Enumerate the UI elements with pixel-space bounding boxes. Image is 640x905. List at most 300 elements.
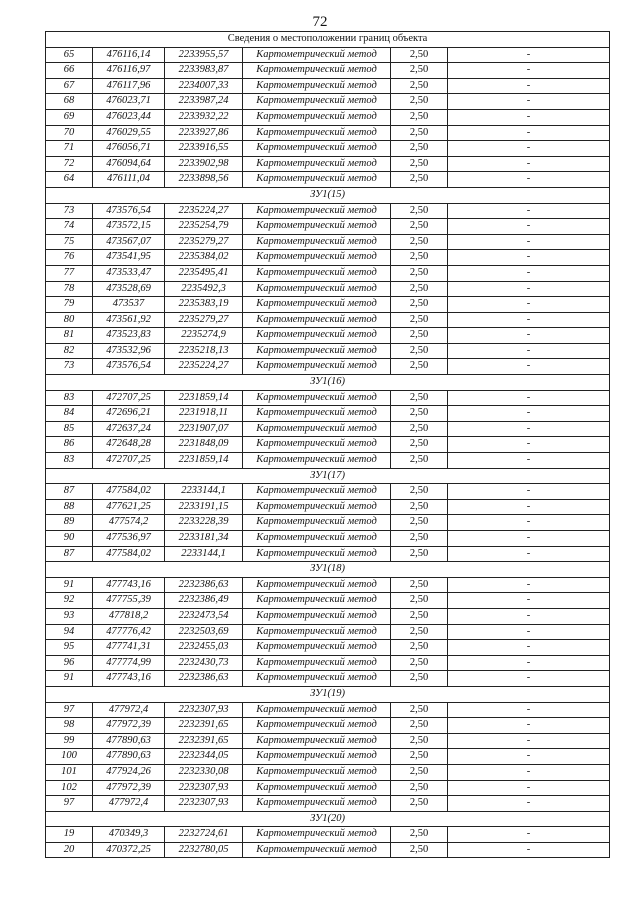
y-coordinate-cell: 2232724,61 <box>165 827 243 843</box>
method-cell: Картометрический метод <box>243 842 391 858</box>
point-number-cell: 87 <box>46 546 93 562</box>
table-row <box>46 63 610 79</box>
y-coordinate-cell: 2232503,69 <box>165 624 243 640</box>
method-cell: Картометрический метод <box>243 390 391 406</box>
point-number-cell: 78 <box>46 281 93 297</box>
point-number-cell: 85 <box>46 421 93 437</box>
table-row <box>46 250 610 266</box>
description-cell: - <box>448 546 610 562</box>
point-number-cell: 72 <box>46 156 93 172</box>
y-coordinate-cell: 2235274,9 <box>165 328 243 344</box>
method-cell: Картометрический метод <box>243 250 391 266</box>
point-number-cell: 20 <box>46 842 93 858</box>
table-row <box>46 546 610 562</box>
description-cell: - <box>448 499 610 515</box>
page-number: 72 <box>312 14 328 30</box>
error-cell: 2,50 <box>391 343 448 359</box>
error-cell: 2,50 <box>391 577 448 593</box>
description-cell: - <box>448 281 610 297</box>
section-label: ЗУ1(20) <box>46 811 610 827</box>
method-cell: Картометрический метод <box>243 312 391 328</box>
x-coordinate-cell: 477621,25 <box>93 499 165 515</box>
method-cell: Картометрический метод <box>243 219 391 235</box>
y-coordinate-cell: 2233983,87 <box>165 63 243 79</box>
x-coordinate-cell: 477743,16 <box>93 671 165 687</box>
method-cell: Картометрический метод <box>243 546 391 562</box>
method-cell: Картометрический метод <box>243 733 391 749</box>
x-coordinate-cell: 472707,25 <box>93 453 165 469</box>
description-cell: - <box>448 749 610 765</box>
x-coordinate-cell: 473572,15 <box>93 219 165 235</box>
section-header-row <box>46 686 610 702</box>
method-cell: Картометрический метод <box>243 141 391 157</box>
description-cell: - <box>448 141 610 157</box>
table-row <box>46 624 610 640</box>
description-cell: - <box>448 109 610 125</box>
x-coordinate-cell: 476116,14 <box>93 47 165 63</box>
method-cell: Картометрический метод <box>243 577 391 593</box>
point-number-cell: 73 <box>46 359 93 375</box>
error-cell: 2,50 <box>391 453 448 469</box>
error-cell: 2,50 <box>391 608 448 624</box>
error-cell: 2,50 <box>391 281 448 297</box>
description-cell: - <box>448 265 610 281</box>
y-coordinate-cell: 2233898,56 <box>165 172 243 188</box>
y-coordinate-cell: 2231859,14 <box>165 453 243 469</box>
table-row <box>46 640 610 656</box>
error-cell: 2,50 <box>391 47 448 63</box>
point-number-cell: 97 <box>46 796 93 812</box>
y-coordinate-cell: 2232386,63 <box>165 671 243 687</box>
y-coordinate-cell: 2232307,93 <box>165 780 243 796</box>
y-coordinate-cell: 2233902,98 <box>165 156 243 172</box>
description-cell: - <box>448 437 610 453</box>
method-cell: Картометрический метод <box>243 827 391 843</box>
point-number-cell: 100 <box>46 749 93 765</box>
table-row <box>46 749 610 765</box>
description-cell: - <box>448 312 610 328</box>
point-number-cell: 69 <box>46 109 93 125</box>
method-cell: Картометрический метод <box>243 265 391 281</box>
error-cell: 2,50 <box>391 531 448 547</box>
method-cell: Картометрический метод <box>243 702 391 718</box>
table-row <box>46 827 610 843</box>
method-cell: Картометрический метод <box>243 780 391 796</box>
x-coordinate-cell: 477741,31 <box>93 640 165 656</box>
table-row <box>46 265 610 281</box>
x-coordinate-cell: 477972,4 <box>93 796 165 812</box>
error-cell: 2,50 <box>391 749 448 765</box>
description-cell: - <box>448 842 610 858</box>
y-coordinate-cell: 2232455,03 <box>165 640 243 656</box>
x-coordinate-cell: 477972,39 <box>93 780 165 796</box>
y-coordinate-cell: 2231907,07 <box>165 421 243 437</box>
error-cell: 2,50 <box>391 515 448 531</box>
point-number-cell: 95 <box>46 640 93 656</box>
table-row <box>46 764 610 780</box>
x-coordinate-cell: 473576,54 <box>93 359 165 375</box>
x-coordinate-cell: 473537 <box>93 297 165 313</box>
x-coordinate-cell: 473561,92 <box>93 312 165 328</box>
error-cell: 2,50 <box>391 437 448 453</box>
table-row <box>46 156 610 172</box>
error-cell: 2,50 <box>391 842 448 858</box>
method-cell: Картометрический метод <box>243 624 391 640</box>
y-coordinate-cell: 2233181,34 <box>165 531 243 547</box>
point-number-cell: 71 <box>46 141 93 157</box>
method-cell: Картометрический метод <box>243 203 391 219</box>
method-cell: Картометрический метод <box>243 437 391 453</box>
y-coordinate-cell: 2235279,27 <box>165 234 243 250</box>
table-row <box>46 421 610 437</box>
error-cell: 2,50 <box>391 78 448 94</box>
x-coordinate-cell: 473576,54 <box>93 203 165 219</box>
boundary-coordinates-table <box>45 31 610 858</box>
method-cell: Картометрический метод <box>243 718 391 734</box>
point-number-cell: 96 <box>46 655 93 671</box>
description-cell: - <box>448 655 610 671</box>
description-cell: - <box>448 640 610 656</box>
y-coordinate-cell: 2235492,3 <box>165 281 243 297</box>
x-coordinate-cell: 476029,55 <box>93 125 165 141</box>
table-row <box>46 390 610 406</box>
method-cell: Картометрический метод <box>243 125 391 141</box>
method-cell: Картометрический метод <box>243 484 391 500</box>
x-coordinate-cell: 473533,47 <box>93 265 165 281</box>
x-coordinate-cell: 477755,39 <box>93 593 165 609</box>
y-coordinate-cell: 2233144,1 <box>165 546 243 562</box>
x-coordinate-cell: 473567,07 <box>93 234 165 250</box>
x-coordinate-cell: 477818,2 <box>93 608 165 624</box>
point-number-cell: 73 <box>46 203 93 219</box>
table-row <box>46 47 610 63</box>
x-coordinate-cell: 472637,24 <box>93 421 165 437</box>
method-cell: Картометрический метод <box>243 234 391 250</box>
y-coordinate-cell: 2231848,09 <box>165 437 243 453</box>
error-cell: 2,50 <box>391 702 448 718</box>
method-cell: Картометрический метод <box>243 453 391 469</box>
section-label: ЗУ1(19) <box>46 686 610 702</box>
method-cell: Картометрический метод <box>243 297 391 313</box>
point-number-cell: 74 <box>46 219 93 235</box>
error-cell: 2,50 <box>391 328 448 344</box>
method-cell: Картометрический метод <box>243 764 391 780</box>
description-cell: - <box>448 718 610 734</box>
x-coordinate-cell: 477584,02 <box>93 546 165 562</box>
description-cell: - <box>448 172 610 188</box>
method-cell: Картометрический метод <box>243 671 391 687</box>
x-coordinate-cell: 476116,97 <box>93 63 165 79</box>
error-cell: 2,50 <box>391 718 448 734</box>
point-number-cell: 92 <box>46 593 93 609</box>
table-row <box>46 484 610 500</box>
x-coordinate-cell: 477536,97 <box>93 531 165 547</box>
y-coordinate-cell: 2231918,11 <box>165 406 243 422</box>
point-number-cell: 65 <box>46 47 93 63</box>
table-row <box>46 655 610 671</box>
x-coordinate-cell: 476094,64 <box>93 156 165 172</box>
description-cell: - <box>448 390 610 406</box>
x-coordinate-cell: 470349,3 <box>93 827 165 843</box>
point-number-cell: 66 <box>46 63 93 79</box>
description-cell: - <box>448 780 610 796</box>
y-coordinate-cell: 2232344,05 <box>165 749 243 765</box>
y-coordinate-cell: 2232473,54 <box>165 608 243 624</box>
point-number-cell: 87 <box>46 484 93 500</box>
x-coordinate-cell: 473541,95 <box>93 250 165 266</box>
y-coordinate-cell: 2233191,15 <box>165 499 243 515</box>
error-cell: 2,50 <box>391 359 448 375</box>
y-coordinate-cell: 2231859,14 <box>165 390 243 406</box>
point-number-cell: 91 <box>46 577 93 593</box>
table-row <box>46 577 610 593</box>
description-cell: - <box>448 421 610 437</box>
description-cell: - <box>448 608 610 624</box>
table-row <box>46 78 610 94</box>
description-cell: - <box>448 733 610 749</box>
error-cell: 2,50 <box>391 484 448 500</box>
point-number-cell: 75 <box>46 234 93 250</box>
method-cell: Картометрический метод <box>243 94 391 110</box>
table-row <box>46 593 610 609</box>
point-number-cell: 102 <box>46 780 93 796</box>
table-row <box>46 281 610 297</box>
section-label: ЗУ1(16) <box>46 375 610 391</box>
error-cell: 2,50 <box>391 796 448 812</box>
method-cell: Картометрический метод <box>243 406 391 422</box>
error-cell: 2,50 <box>391 156 448 172</box>
description-cell: - <box>448 250 610 266</box>
y-coordinate-cell: 2233927,86 <box>165 125 243 141</box>
error-cell: 2,50 <box>391 94 448 110</box>
error-cell: 2,50 <box>391 640 448 656</box>
point-number-cell: 77 <box>46 265 93 281</box>
description-cell: - <box>448 78 610 94</box>
description-cell: - <box>448 328 610 344</box>
section-header-row <box>46 187 610 203</box>
y-coordinate-cell: 2235224,27 <box>165 359 243 375</box>
method-cell: Картометрический метод <box>243 343 391 359</box>
y-coordinate-cell: 2232391,65 <box>165 733 243 749</box>
section-label: ЗУ1(15) <box>46 187 610 203</box>
point-number-cell: 67 <box>46 78 93 94</box>
error-cell: 2,50 <box>391 827 448 843</box>
description-cell: - <box>448 671 610 687</box>
x-coordinate-cell: 477574,2 <box>93 515 165 531</box>
point-number-cell: 94 <box>46 624 93 640</box>
x-coordinate-cell: 477924,26 <box>93 764 165 780</box>
description-cell: - <box>448 203 610 219</box>
table-row <box>46 172 610 188</box>
table-row <box>46 406 610 422</box>
x-coordinate-cell: 477743,16 <box>93 577 165 593</box>
table-title-row <box>46 32 610 48</box>
y-coordinate-cell: 2235279,27 <box>165 312 243 328</box>
point-number-cell: 70 <box>46 125 93 141</box>
error-cell: 2,50 <box>391 671 448 687</box>
y-coordinate-cell: 2233144,1 <box>165 484 243 500</box>
point-number-cell: 64 <box>46 172 93 188</box>
point-number-cell: 89 <box>46 515 93 531</box>
description-cell: - <box>448 156 610 172</box>
y-coordinate-cell: 2235384,02 <box>165 250 243 266</box>
description-cell: - <box>448 624 610 640</box>
error-cell: 2,50 <box>391 421 448 437</box>
point-number-cell: 19 <box>46 827 93 843</box>
table-row <box>46 234 610 250</box>
point-number-cell: 84 <box>46 406 93 422</box>
error-cell: 2,50 <box>391 312 448 328</box>
x-coordinate-cell: 477972,4 <box>93 702 165 718</box>
error-cell: 2,50 <box>391 733 448 749</box>
method-cell: Картометрический метод <box>243 328 391 344</box>
description-cell: - <box>448 764 610 780</box>
section-header-row <box>46 811 610 827</box>
table-row <box>46 702 610 718</box>
y-coordinate-cell: 2232391,65 <box>165 718 243 734</box>
y-coordinate-cell: 2235224,27 <box>165 203 243 219</box>
point-number-cell: 79 <box>46 297 93 313</box>
y-coordinate-cell: 2232386,49 <box>165 593 243 609</box>
method-cell: Картометрический метод <box>243 156 391 172</box>
x-coordinate-cell: 476117,96 <box>93 78 165 94</box>
method-cell: Картометрический метод <box>243 78 391 94</box>
description-cell: - <box>448 219 610 235</box>
error-cell: 2,50 <box>391 109 448 125</box>
description-cell: - <box>448 297 610 313</box>
description-cell: - <box>448 406 610 422</box>
y-coordinate-cell: 2233932,22 <box>165 109 243 125</box>
description-cell: - <box>448 531 610 547</box>
table-row <box>46 437 610 453</box>
method-cell: Картометрический метод <box>243 531 391 547</box>
error-cell: 2,50 <box>391 390 448 406</box>
point-number-cell: 88 <box>46 499 93 515</box>
y-coordinate-cell: 2232780,05 <box>165 842 243 858</box>
table-row <box>46 312 610 328</box>
point-number-cell: 91 <box>46 671 93 687</box>
error-cell: 2,50 <box>391 406 448 422</box>
point-number-cell: 98 <box>46 718 93 734</box>
point-number-cell: 97 <box>46 702 93 718</box>
error-cell: 2,50 <box>391 234 448 250</box>
x-coordinate-cell: 476023,44 <box>93 109 165 125</box>
method-cell: Картометрический метод <box>243 749 391 765</box>
y-coordinate-cell: 2232330,08 <box>165 764 243 780</box>
description-cell: - <box>448 47 610 63</box>
x-coordinate-cell: 477890,63 <box>93 733 165 749</box>
point-number-cell: 86 <box>46 437 93 453</box>
method-cell: Картометрический метод <box>243 796 391 812</box>
method-cell: Картометрический метод <box>243 172 391 188</box>
description-cell: - <box>448 63 610 79</box>
section-label: ЗУ1(17) <box>46 468 610 484</box>
description-cell: - <box>448 515 610 531</box>
method-cell: Картометрический метод <box>243 109 391 125</box>
description-cell: - <box>448 453 610 469</box>
y-coordinate-cell: 2233955,57 <box>165 47 243 63</box>
y-coordinate-cell: 2233987,24 <box>165 94 243 110</box>
error-cell: 2,50 <box>391 624 448 640</box>
x-coordinate-cell: 472696,21 <box>93 406 165 422</box>
x-coordinate-cell: 473532,96 <box>93 343 165 359</box>
x-coordinate-cell: 476056,71 <box>93 141 165 157</box>
table-row <box>46 343 610 359</box>
method-cell: Картометрический метод <box>243 515 391 531</box>
x-coordinate-cell: 477972,39 <box>93 718 165 734</box>
table-row <box>46 842 610 858</box>
section-header-row <box>46 562 610 578</box>
y-coordinate-cell: 2232386,63 <box>165 577 243 593</box>
y-coordinate-cell: 2235218,13 <box>165 343 243 359</box>
x-coordinate-cell: 477890,63 <box>93 749 165 765</box>
y-coordinate-cell: 2235495,41 <box>165 265 243 281</box>
description-cell: - <box>448 343 610 359</box>
table-row <box>46 219 610 235</box>
table-row <box>46 359 610 375</box>
error-cell: 2,50 <box>391 593 448 609</box>
description-cell: - <box>448 577 610 593</box>
method-cell: Картометрический метод <box>243 608 391 624</box>
x-coordinate-cell: 473528,69 <box>93 281 165 297</box>
section-header-row <box>46 468 610 484</box>
table-row <box>46 796 610 812</box>
section-label: ЗУ1(18) <box>46 562 610 578</box>
error-cell: 2,50 <box>391 250 448 266</box>
method-cell: Картометрический метод <box>243 499 391 515</box>
table-row <box>46 141 610 157</box>
description-cell: - <box>448 796 610 812</box>
x-coordinate-cell: 472648,28 <box>93 437 165 453</box>
method-cell: Картометрический метод <box>243 359 391 375</box>
x-coordinate-cell: 473523,83 <box>93 328 165 344</box>
point-number-cell: 83 <box>46 390 93 406</box>
table-row <box>46 499 610 515</box>
y-coordinate-cell: 2233228,39 <box>165 515 243 531</box>
error-cell: 2,50 <box>391 499 448 515</box>
error-cell: 2,50 <box>391 780 448 796</box>
method-cell: Картометрический метод <box>243 593 391 609</box>
description-cell: - <box>448 827 610 843</box>
table-row <box>46 109 610 125</box>
point-number-cell: 101 <box>46 764 93 780</box>
method-cell: Картометрический метод <box>243 655 391 671</box>
point-number-cell: 80 <box>46 312 93 328</box>
point-number-cell: 99 <box>46 733 93 749</box>
table-row <box>46 328 610 344</box>
description-cell: - <box>448 593 610 609</box>
error-cell: 2,50 <box>391 141 448 157</box>
error-cell: 2,50 <box>391 655 448 671</box>
x-coordinate-cell: 476023,71 <box>93 94 165 110</box>
table-row <box>46 515 610 531</box>
y-coordinate-cell: 2232430,73 <box>165 655 243 671</box>
y-coordinate-cell: 2233916,55 <box>165 141 243 157</box>
point-number-cell: 82 <box>46 343 93 359</box>
point-number-cell: 81 <box>46 328 93 344</box>
table-row <box>46 531 610 547</box>
x-coordinate-cell: 477774,99 <box>93 655 165 671</box>
error-cell: 2,50 <box>391 219 448 235</box>
y-coordinate-cell: 2234007,33 <box>165 78 243 94</box>
y-coordinate-cell: 2232307,93 <box>165 702 243 718</box>
method-cell: Картометрический метод <box>243 47 391 63</box>
error-cell: 2,50 <box>391 546 448 562</box>
table-row <box>46 203 610 219</box>
error-cell: 2,50 <box>391 203 448 219</box>
y-coordinate-cell: 2235383,19 <box>165 297 243 313</box>
table-row <box>46 297 610 313</box>
